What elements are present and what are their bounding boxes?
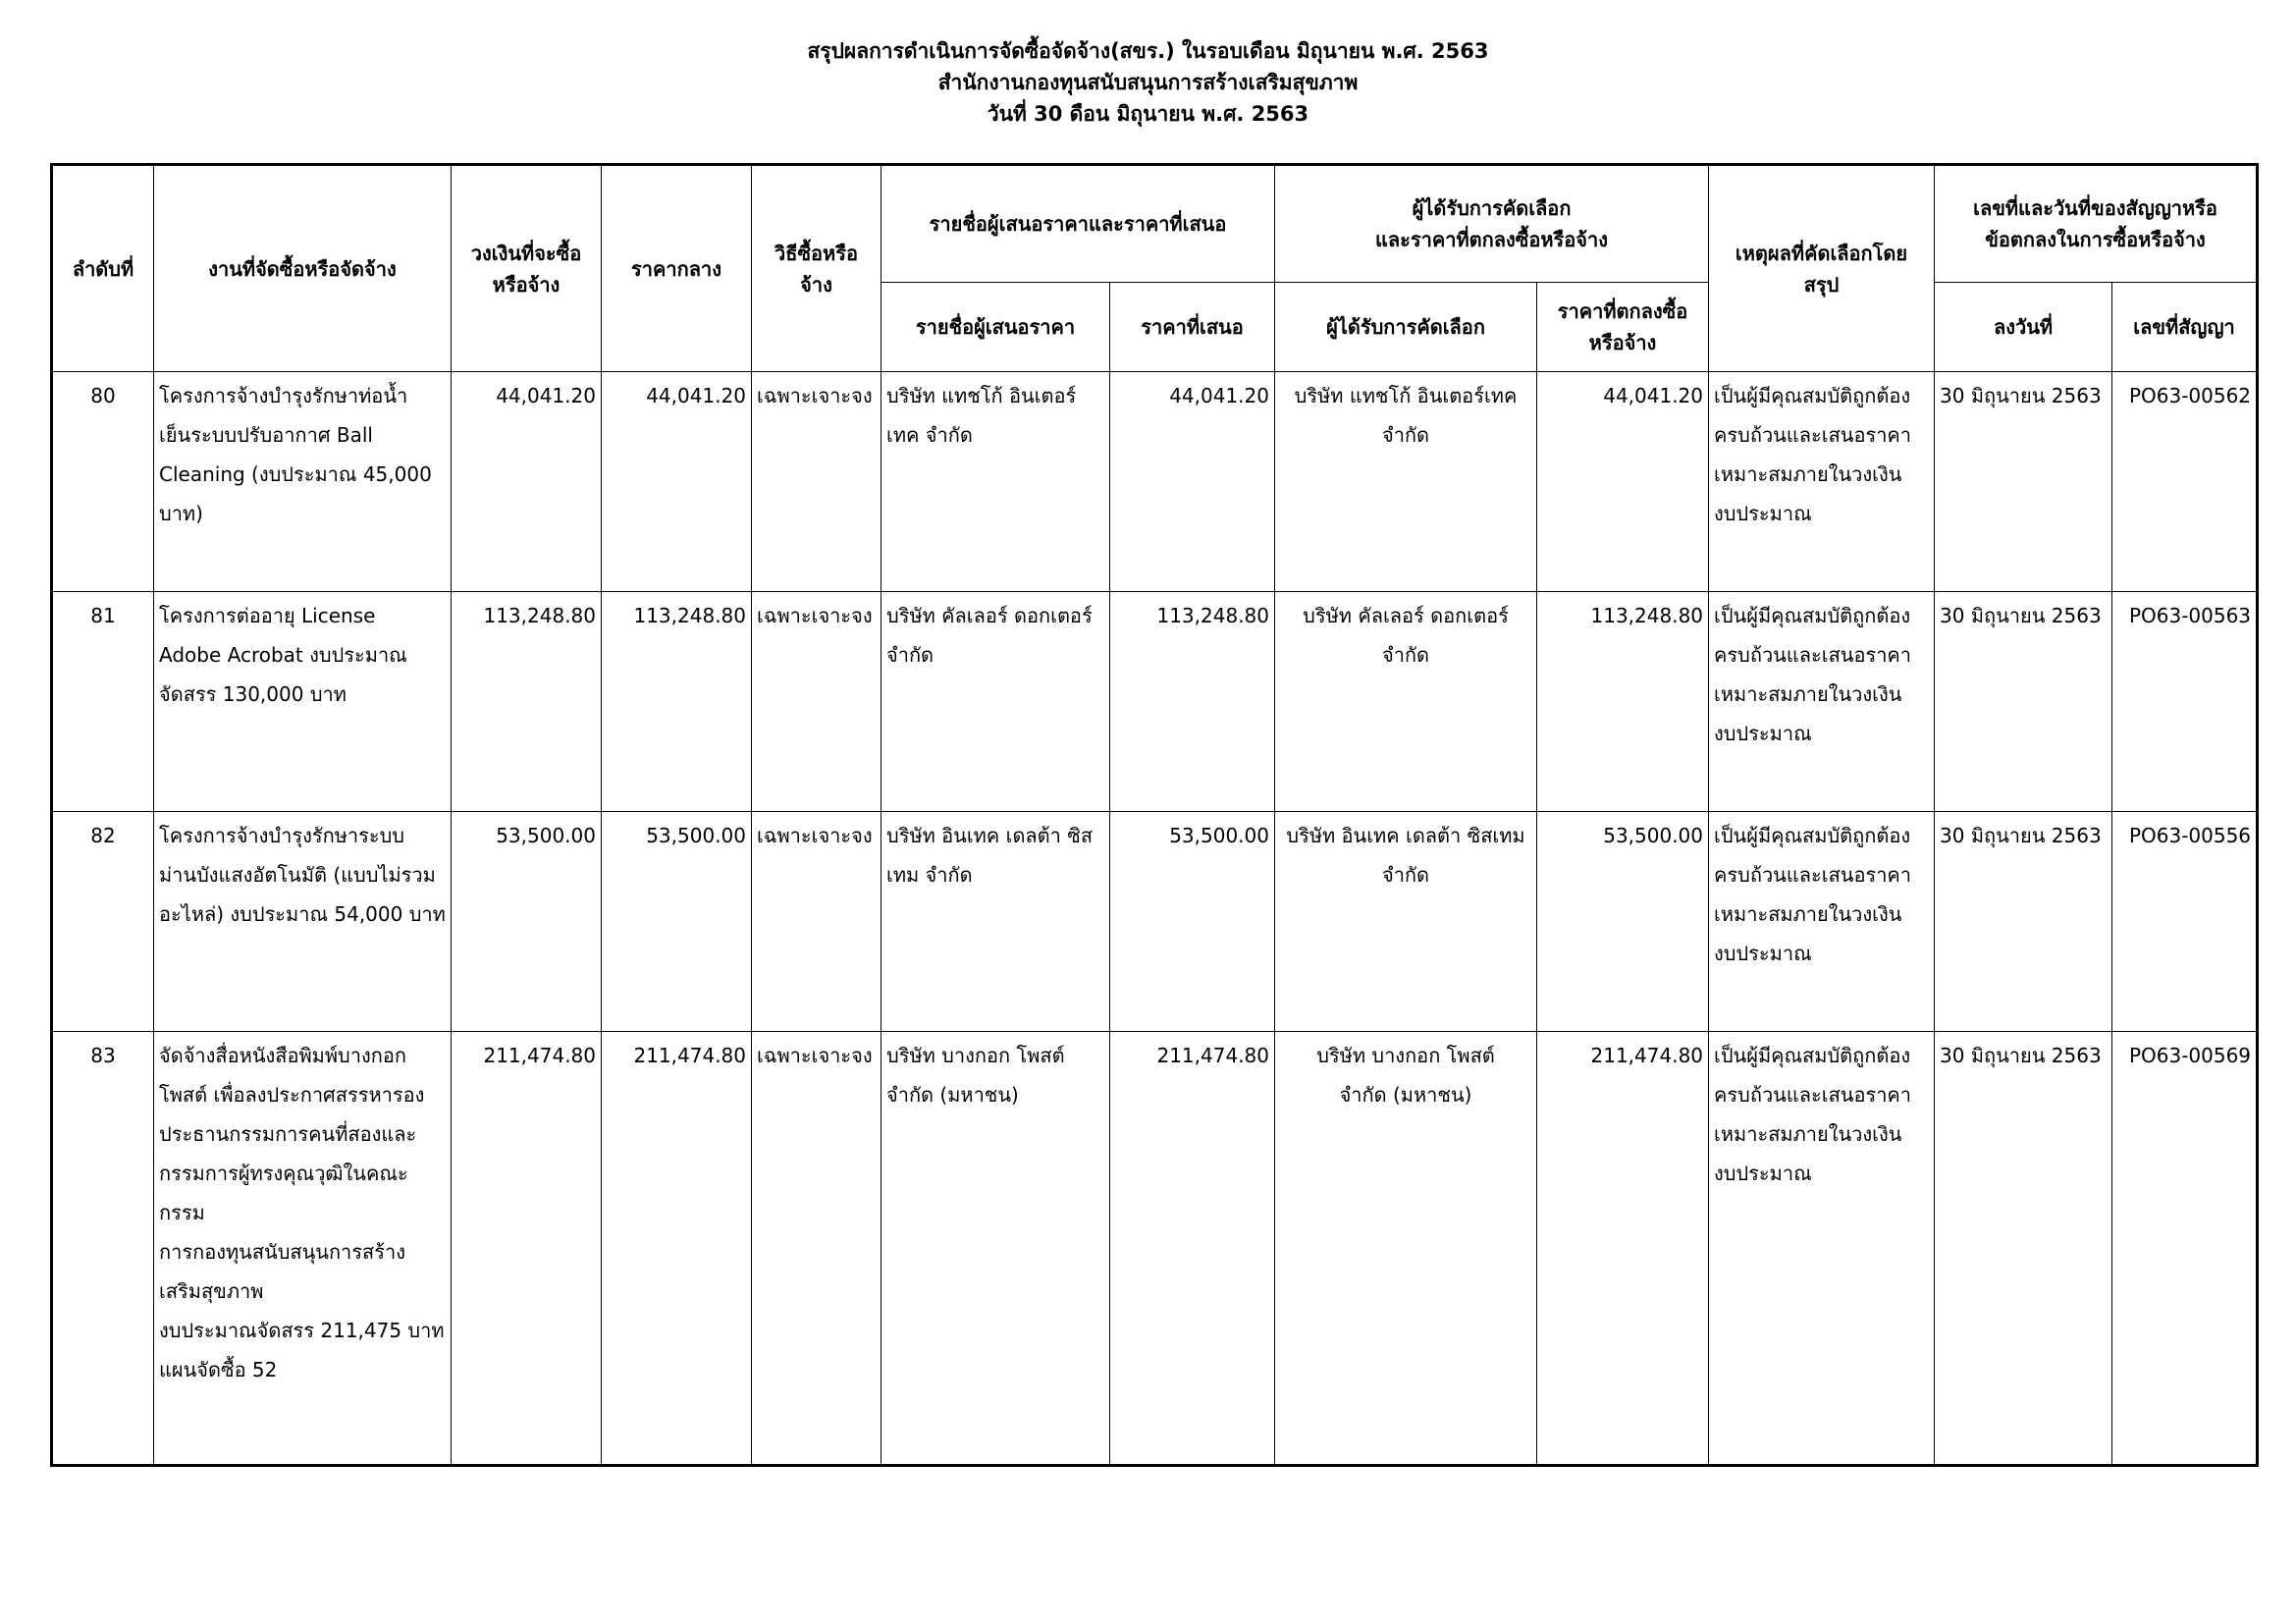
procurement-table xyxy=(50,163,2259,1467)
row-contract-no: PO63-00562 xyxy=(2112,372,2258,592)
header-reason: เหตุผลที่คัดเลือกโดย สรุป xyxy=(1709,165,1935,372)
organization-name: สำนักงานกองทุนสนับสนุนการสร้างเสริมสุขภาพ xyxy=(937,71,1359,94)
report-date: วันที่ 30 ดือน มิถุนายน พ.ศ. 2563 xyxy=(987,102,1309,126)
header-date: ลงวันที่ xyxy=(1935,283,2112,372)
row-winner: บริษัท บางกอก โพสต์ จำกัด (มหาชน) xyxy=(1275,1032,1537,1466)
header-row xyxy=(52,165,2258,283)
row-winner: บริษัท คัลเลอร์ ดอกเตอร์ จำกัด xyxy=(1275,592,1537,812)
header-contract-group: เลขที่และวันที่ของสัญญาหรือ ข้อตกลงในการซื้อหรือจ้าง xyxy=(1935,165,2258,283)
row-date: 30 มิถุนายน 2563 xyxy=(1935,592,2112,812)
header-item: งานที่จัดซื้อหรือจัดจ้าง xyxy=(154,165,452,372)
row-reason: เป็นผู้มีคุณสมบัติถูกต้อง ครบถ้วนและเสนอราคา เหมาะสมภายในวงเงิน งบประมาณ xyxy=(1709,812,1935,1032)
row-contract-no: PO63-00563 xyxy=(2112,592,2258,812)
row-item: โครงการจ้างบำรุงรักษาระบบ ม่านบังแสงอัตโนมัติ (แบบไม่รวม อะไหล่) งบประมาณ 54,000 บาท xyxy=(154,812,452,1032)
row-agreed-price: 53,500.00 xyxy=(1537,812,1709,1032)
header-no: ลำดับที่ xyxy=(52,165,154,372)
row-median-price: 53,500.00 xyxy=(602,812,752,1032)
header-method: วิธีซื้อหรือ จ้าง xyxy=(752,165,881,372)
row-budget: 211,474.80 xyxy=(452,1032,602,1466)
row-bid-price: 44,041.20 xyxy=(1110,372,1275,592)
header-contract-no: เลขที่สัญญา xyxy=(2112,283,2258,372)
report-title: สรุปผลการดำเนินการจัดซื้อจัดจ้าง(สขร.) ในรอบเดือน มิถุนายน พ.ศ. 2563 xyxy=(807,39,1489,63)
row-no: 80 xyxy=(52,372,154,592)
row-reason: เป็นผู้มีคุณสมบัติถูกต้อง ครบถ้วนและเสนอราคา เหมาะสมภายในวงเงิน งบประมาณ xyxy=(1709,592,1935,812)
row-agreed-price: 211,474.80 xyxy=(1537,1032,1709,1466)
table-row xyxy=(52,592,2258,812)
row-item: โครงการจ้างบำรุงรักษาท่อน้ำ เย็นระบบปรับอากาศ Ball Cleaning (งบประมาณ 45,000 บาท) xyxy=(154,372,452,592)
row-method: เฉพาะเจาะจง xyxy=(752,592,881,812)
row-reason: เป็นผู้มีคุณสมบัติถูกต้อง ครบถ้วนและเสนอราคา เหมาะสมภายในวงเงิน งบประมาณ xyxy=(1709,372,1935,592)
row-bidder: บริษัท บางกอก โพสต์ จำกัด (มหาชน) xyxy=(881,1032,1110,1466)
header-bidders: รายชื่อผู้เสนอราคาและราคาที่เสนอ xyxy=(881,165,1275,283)
header-agreed-price: ราคาที่ตกลงซื้อ หรือจ้าง xyxy=(1537,283,1709,372)
row-no: 83 xyxy=(52,1032,154,1466)
row-bid-price: 113,248.80 xyxy=(1110,592,1275,812)
header-bidder-name: รายชื่อผู้เสนอราคา xyxy=(881,283,1110,372)
header-winner-group: ผู้ได้รับการคัดเลือก และราคาที่ตกลงซื้อหรือจ้าง xyxy=(1275,165,1709,283)
row-date: 30 มิถุนายน 2563 xyxy=(1935,372,2112,592)
row-agreed-price: 44,041.20 xyxy=(1537,372,1709,592)
row-method: เฉพาะเจาะจง xyxy=(752,372,881,592)
row-winner: บริษัท อินเทค เดลต้า ซิสเทม จำกัด xyxy=(1275,812,1537,1032)
table-row xyxy=(52,812,2258,1032)
row-median-price: 113,248.80 xyxy=(602,592,752,812)
row-date: 30 มิถุนายน 2563 xyxy=(1935,1032,2112,1466)
row-budget: 113,248.80 xyxy=(452,592,602,812)
row-median-price: 211,474.80 xyxy=(602,1032,752,1466)
row-bidder: บริษัท แทชโก้ อินเตอร์ เทค จำกัด xyxy=(881,372,1110,592)
row-no: 81 xyxy=(52,592,154,812)
row-agreed-price: 113,248.80 xyxy=(1537,592,1709,812)
row-contract-no: PO63-00556 xyxy=(2112,812,2258,1032)
row-reason: เป็นผู้มีคุณสมบัติถูกต้อง ครบถ้วนและเสนอราคา เหมาะสมภายในวงเงิน งบประมาณ xyxy=(1709,1032,1935,1466)
row-median-price: 44,041.20 xyxy=(602,372,752,592)
row-bidder: บริษัท อินเทค เดลต้า ซิส เทม จำกัด xyxy=(881,812,1110,1032)
row-method: เฉพาะเจาะจง xyxy=(752,812,881,1032)
header-budget: วงเงินที่จะซื้อ หรือจ้าง xyxy=(452,165,602,372)
row-item: จัดจ้างสื่อหนังสือพิมพ์บางกอก โพสต์ เพื่อลงประกาศสรรหารอง ประธานกรรมการคนที่สองและ กรรมการผู้ทรงคุณวุฒิในคณะ กรรม การกองทุนสนับสนุนการสร้าง เสริมสุขภาพ งบประมาณจัดสรร 211,475 บาท แผนจัดซื้อ 52 xyxy=(154,1032,452,1466)
row-winner: บริษัท แทชโก้ อินเตอร์เทค จำกัด xyxy=(1275,372,1537,592)
row-item: โครงการต่ออายุ License Adobe Acrobat งบประมาณ จัดสรร 130,000 บาท xyxy=(154,592,452,812)
row-date: 30 มิถุนายน 2563 xyxy=(1935,812,2112,1032)
table-row xyxy=(52,1032,2258,1466)
row-no: 82 xyxy=(52,812,154,1032)
row-bidder: บริษัท คัลเลอร์ ดอกเตอร์ จำกัด xyxy=(881,592,1110,812)
row-budget: 44,041.20 xyxy=(452,372,602,592)
header-median-price: ราคากลาง xyxy=(602,165,752,372)
table-row xyxy=(52,372,2258,592)
document-header xyxy=(0,35,2296,130)
row-contract-no: PO63-00569 xyxy=(2112,1032,2258,1466)
row-budget: 53,500.00 xyxy=(452,812,602,1032)
header-bid-price: ราคาที่เสนอ xyxy=(1110,283,1275,372)
row-bid-price: 53,500.00 xyxy=(1110,812,1275,1032)
row-bid-price: 211,474.80 xyxy=(1110,1032,1275,1466)
row-method: เฉพาะเจาะจง xyxy=(752,1032,881,1466)
header-winner: ผู้ได้รับการคัดเลือก xyxy=(1275,283,1537,372)
